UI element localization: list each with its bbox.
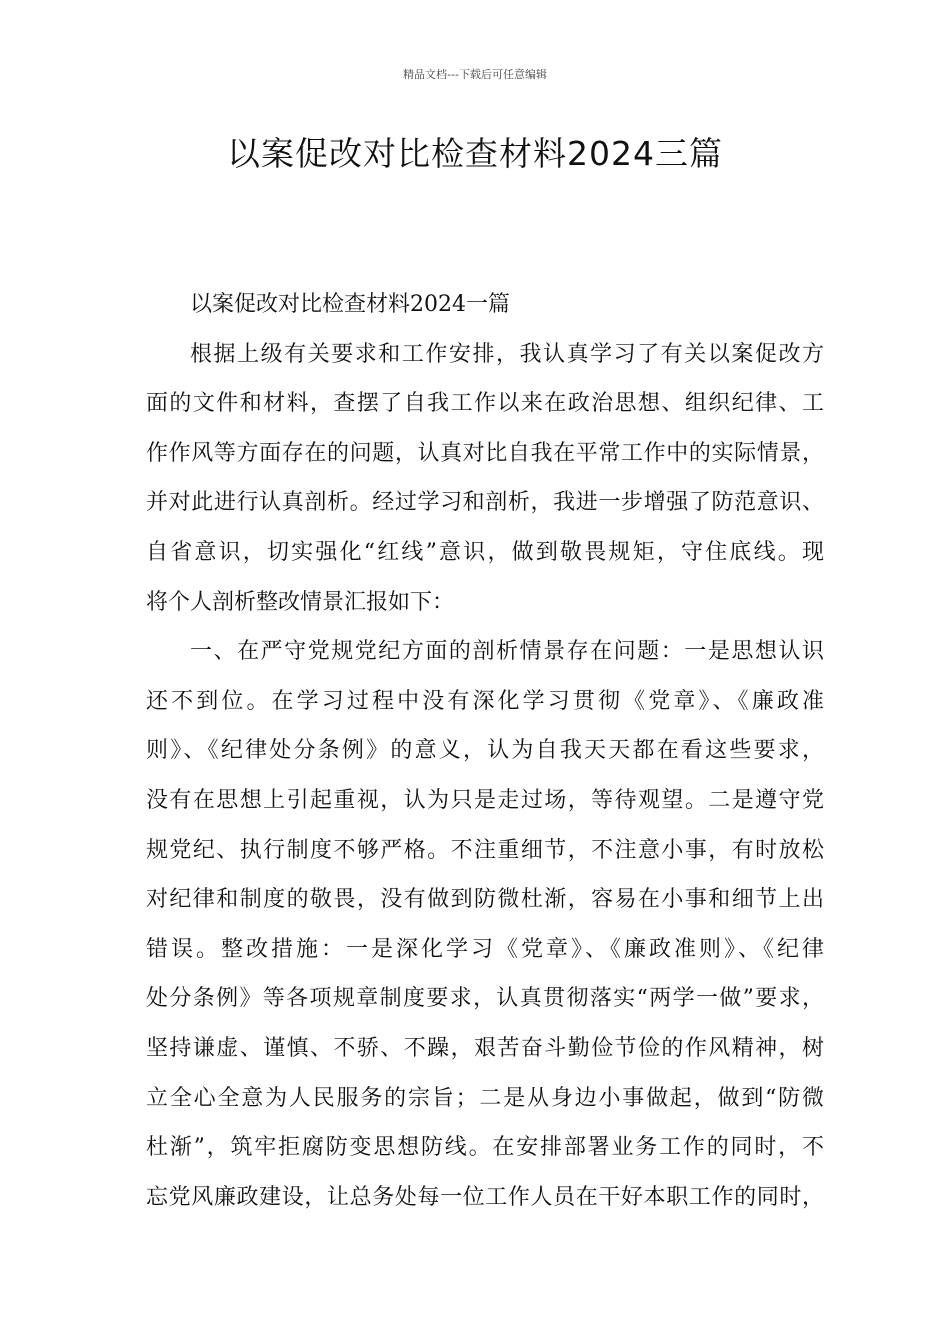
text-line: 杜渐”，筑牢拒腐防变思想防线。在安排部署业务工作的同时，不 <box>146 1135 824 1161</box>
text-line: 还不到位。在学习过程中没有深化学习贯彻《党章》、《廉政准 <box>146 688 824 714</box>
text-line: 错误。整改措施：一是深化学习《党章》、《廉政准则》、《纪律 <box>146 936 824 962</box>
text-line: 并对此进行认真剖析。经过学习和剖析，我进一步增强了防范意识、 <box>146 490 824 516</box>
text-line: 一、在严守党规党纪方面的剖析情景存在问题：一是思想认识 <box>190 639 824 665</box>
text-line: 忘党风廉政建设，让总务处每一位工作人员在干好本职工作的同时， <box>146 1184 824 1210</box>
text-line: 作作风等方面存在的问题，认真对比自我在平常工作中的实际情景， <box>146 440 824 466</box>
text-line: 处分条例》等各项规章制度要求，认真贯彻落实“两学一做”要求， <box>146 986 824 1012</box>
text-line: 面的文件和材料，查摆了自我工作以来在政治思想、组织纪律、工 <box>146 391 824 417</box>
paragraph-2 <box>146 627 824 1222</box>
text-line: 自省意识，切实强化“红线”意识，做到敬畏规矩，守住底线。现 <box>146 539 824 565</box>
text-line: 根据上级有关要求和工作安排，我认真学习了有关以案促改方 <box>190 341 824 367</box>
text-line: 则》、《纪律处分条例》的意义，认为自我天天都在看这些要求， <box>146 738 824 764</box>
text-line: 没有在思想上引起重视，认为只是走过场，等待观望。二是遵守党 <box>146 787 824 813</box>
document-title: 以案促改对比检查材料2024三篇 <box>227 134 723 173</box>
text-line: 立全心全意为人民服务的宗旨；二是从身边小事做起，做到“防微 <box>146 1085 824 1111</box>
header-note: 精品文档---下载后可任意编辑 <box>403 68 547 81</box>
paragraph-1 <box>146 330 824 628</box>
text-line: 规党纪、执行制度不够严格。不注重细节，不注意小事，有时放松 <box>146 837 824 863</box>
document-body <box>146 280 824 1222</box>
text-line: 将个人剖析整改情景汇报如下： <box>146 589 455 615</box>
text-line: 坚持谦虚、谨慎、不骄、不躁，艰苦奋斗勤俭节俭的作风精神，树 <box>146 1035 824 1061</box>
section-heading: 以案促改对比检查材料2024一篇 <box>190 292 510 317</box>
text-line: 对纪律和制度的敬畏，没有做到防微杜渐，容易在小事和细节上出 <box>146 887 824 913</box>
